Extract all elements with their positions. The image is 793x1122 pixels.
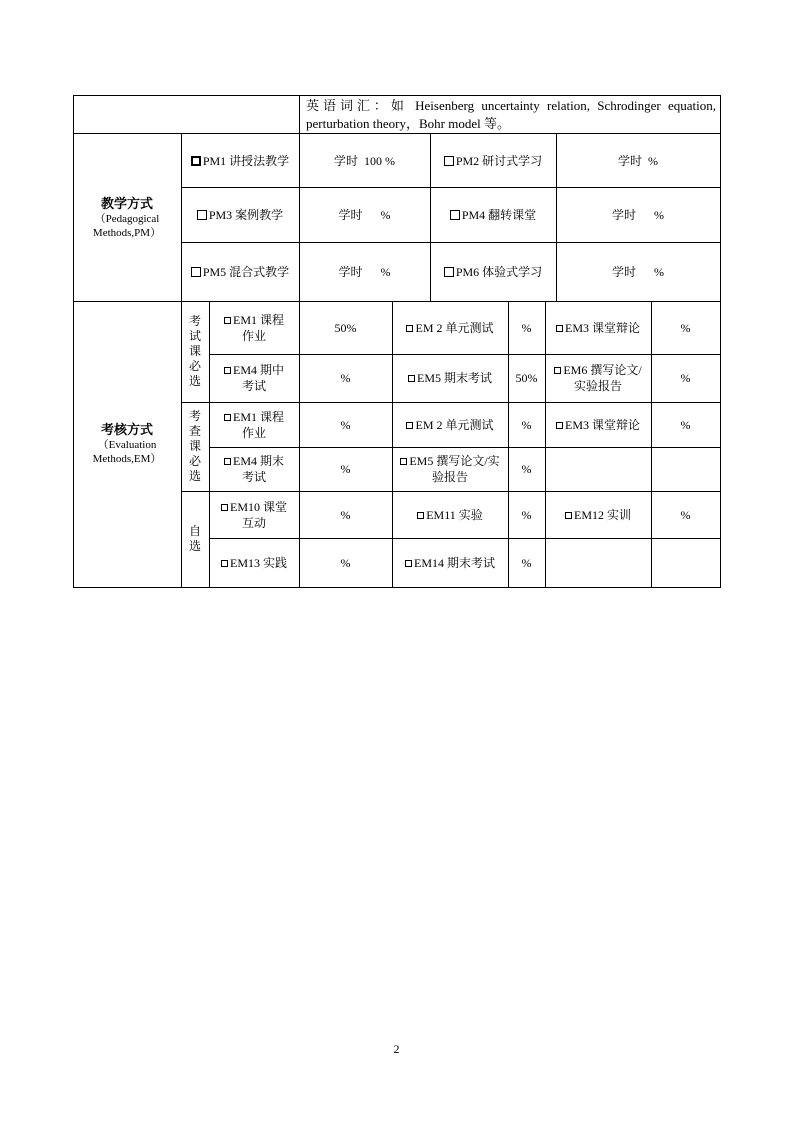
percent-sign: %: [380, 207, 391, 222]
checkbox-icon[interactable]: [405, 560, 412, 567]
em-option[interactable]: [209, 301, 299, 354]
vocabulary-line-2: perturbation theory，Bohr model 等。: [306, 116, 510, 131]
em-value[interactable]: %: [680, 507, 691, 522]
group-label: 考试课必选: [188, 314, 201, 388]
evaluation-methods-en-2: Methods,EM）: [92, 453, 162, 465]
percent-sign: %: [654, 264, 664, 279]
em-name: EM13 实践: [229, 555, 287, 570]
grid-line: [181, 133, 182, 588]
pm5-name: 混合式教学: [229, 264, 290, 279]
em-value[interactable]: %: [521, 507, 532, 522]
teaching-methods-en-2: Methods,PM）: [92, 226, 162, 239]
checkbox-icon[interactable]: [556, 325, 563, 332]
em-option[interactable]: [209, 538, 299, 587]
em-option[interactable]: [392, 538, 508, 587]
pm6-code: PM6: [455, 264, 480, 279]
hours-label: 学时: [333, 153, 358, 168]
vocabulary-text: [306, 97, 716, 133]
grid-line: [181, 491, 721, 492]
em-name: EM 2 单元测试: [415, 320, 494, 335]
checkbox-icon[interactable]: [221, 504, 228, 511]
em-value[interactable]: %: [340, 462, 351, 476]
em-name: EM1 课程作业: [232, 409, 284, 440]
pm3-hours[interactable]: [299, 187, 430, 242]
teaching-methods-en-1: （Pedagogical: [94, 212, 160, 225]
evaluation-methods-en-1: （Evaluation: [97, 439, 157, 451]
group-optional: [181, 491, 209, 587]
hours-label: 学时: [617, 153, 642, 168]
em-option[interactable]: [545, 354, 651, 402]
em-value[interactable]: 50%: [515, 371, 538, 385]
hours-label: 学时: [611, 207, 636, 222]
checkbox-icon[interactable]: [197, 210, 207, 220]
teaching-methods-title: 教学方式: [100, 195, 153, 211]
checkbox-icon[interactable]: [224, 458, 231, 465]
grid-line: [299, 133, 300, 301]
em-value[interactable]: %: [680, 417, 691, 432]
checkbox-icon[interactable]: [224, 414, 231, 421]
grid-line: [209, 354, 721, 355]
percent-sign: %: [654, 207, 664, 222]
pm2-hours[interactable]: [556, 134, 720, 187]
grid-line: [73, 587, 721, 588]
grid-line: [299, 95, 300, 134]
grid-line: [545, 301, 546, 588]
page-number: 2: [393, 1042, 400, 1056]
checkbox-icon[interactable]: [191, 267, 201, 277]
em-name: EM3 课堂辩论: [564, 417, 640, 432]
group-label: 考查课必选: [188, 409, 201, 483]
grid-line: [556, 133, 557, 301]
em-name: EM10 课堂互动: [230, 499, 288, 530]
checkbox-icon[interactable]: [444, 156, 454, 166]
em-value[interactable]: %: [521, 462, 532, 476]
grid-line: [73, 95, 74, 588]
em-value[interactable]: %: [340, 371, 351, 385]
grid-line: [392, 301, 393, 588]
evaluation-methods-title: 考核方式: [100, 422, 153, 437]
hours-label: 学时: [338, 264, 363, 279]
pm2-code: PM2: [455, 153, 480, 168]
pm4-option[interactable]: [430, 187, 556, 242]
em-name: EM 2 单元测试: [415, 417, 494, 432]
pm5-option[interactable]: [181, 242, 299, 301]
em-value[interactable]: %: [521, 417, 532, 432]
checkbox-icon[interactable]: [417, 512, 424, 519]
em-name: EM5 撰写论文/实验报告: [409, 454, 500, 484]
grid-line: [209, 447, 721, 448]
em-name: EM11 实验: [426, 507, 483, 522]
pm2-name: 研讨式学习: [482, 153, 543, 168]
em-value[interactable]: %: [521, 320, 532, 335]
em-option[interactable]: [209, 402, 299, 447]
em-empty-cell: [545, 447, 651, 491]
em-name: EM12 实训: [573, 507, 631, 522]
em-value[interactable]: %: [680, 371, 691, 385]
em-name: EM3 课堂辩论: [564, 320, 640, 335]
em-option[interactable]: [392, 491, 508, 538]
checkbox-icon[interactable]: [224, 317, 231, 324]
em-option[interactable]: [209, 354, 299, 402]
pm4-name: 翻转课堂: [488, 207, 537, 222]
teaching-methods-label: [73, 134, 181, 301]
pm1-option[interactable]: [181, 134, 299, 187]
evaluation-methods-label: [73, 301, 181, 587]
em-option[interactable]: [392, 354, 508, 402]
em-option[interactable]: [209, 447, 299, 491]
percent-sign: %: [385, 153, 395, 168]
grid-line: [73, 301, 721, 302]
em-value[interactable]: %: [521, 555, 532, 570]
grid-line: [73, 133, 721, 134]
pm1-name: 讲授法教学: [229, 153, 290, 168]
pm3-name: 案例教学: [235, 207, 284, 222]
em-value[interactable]: %: [340, 417, 351, 432]
checkbox-icon[interactable]: [406, 325, 413, 332]
em-value[interactable]: %: [340, 507, 351, 522]
checkbox-icon[interactable]: [191, 156, 201, 166]
em-option[interactable]: [545, 491, 651, 538]
pm1-hours[interactable]: [299, 134, 430, 187]
pm3-option[interactable]: [181, 187, 299, 242]
hours-label: 学时: [611, 264, 636, 279]
em-name: EM14 期末考试: [413, 555, 495, 570]
pm1-hours-value: 100: [364, 153, 382, 168]
grid-line: [651, 301, 652, 588]
em-option[interactable]: [545, 301, 651, 354]
hours-label: 学时: [338, 207, 363, 222]
vocabulary-line-1: 英语词汇：如 Heisenberg uncertainty relation, Schrodinger equation,: [306, 98, 716, 113]
em-option[interactable]: [392, 447, 508, 491]
grid-line: [181, 242, 721, 243]
pm6-hours[interactable]: [556, 242, 720, 301]
em-name: EM1 课程作业: [232, 312, 284, 343]
pm2-option[interactable]: [430, 134, 556, 187]
em-empty-cell: [545, 538, 651, 587]
checkbox-icon[interactable]: [450, 210, 460, 220]
em-name: EM5 期末考试: [416, 371, 492, 385]
em-empty-cell: [651, 447, 720, 491]
grid-line: [508, 301, 509, 588]
group-assessment-required: [181, 402, 209, 491]
group-exam-required: [181, 301, 209, 402]
grid-line: [209, 301, 210, 588]
em-option[interactable]: [392, 402, 508, 447]
grid-line: [181, 402, 721, 403]
pm4-hours[interactable]: [556, 187, 720, 242]
em-option[interactable]: [392, 301, 508, 354]
pm6-option[interactable]: [430, 242, 556, 301]
em-value[interactable]: %: [680, 320, 691, 335]
checkbox-icon[interactable]: [221, 560, 228, 567]
em-value[interactable]: %: [340, 555, 351, 570]
checkbox-icon[interactable]: [556, 422, 563, 429]
em-name: EM4 期中考试: [232, 363, 284, 393]
grid-line: [720, 95, 721, 588]
em-option[interactable]: [545, 402, 651, 447]
em-name: EM6 撰写论文/实验报告: [563, 363, 642, 393]
pm6-name: 体验式学习: [482, 264, 543, 279]
pm1-code: PM1: [202, 153, 227, 168]
grid-line: [209, 538, 721, 539]
checkbox-icon[interactable]: [408, 375, 415, 382]
pm5-code: PM5: [202, 264, 227, 279]
pm3-code: PM3: [208, 207, 233, 222]
checkbox-icon[interactable]: [224, 367, 231, 374]
em-empty-cell: [651, 538, 720, 587]
em-option[interactable]: [209, 491, 299, 538]
checkbox-icon[interactable]: [554, 367, 561, 374]
checkbox-icon[interactable]: [444, 267, 454, 277]
percent-sign: %: [648, 153, 658, 168]
pm5-hours[interactable]: [299, 242, 430, 301]
checkbox-icon[interactable]: [400, 458, 407, 465]
em-name: EM4 期末考试: [232, 454, 284, 484]
grid-line: [181, 187, 721, 188]
pm4-code: PM4: [461, 207, 486, 222]
group-label: 自选: [188, 524, 201, 553]
checkbox-icon[interactable]: [565, 512, 572, 519]
em-value[interactable]: 50%: [334, 320, 357, 335]
grid-line: [299, 301, 300, 588]
checkbox-icon[interactable]: [406, 422, 413, 429]
percent-sign: %: [380, 264, 391, 279]
grid-line: [73, 95, 721, 96]
grid-line: [430, 133, 431, 301]
